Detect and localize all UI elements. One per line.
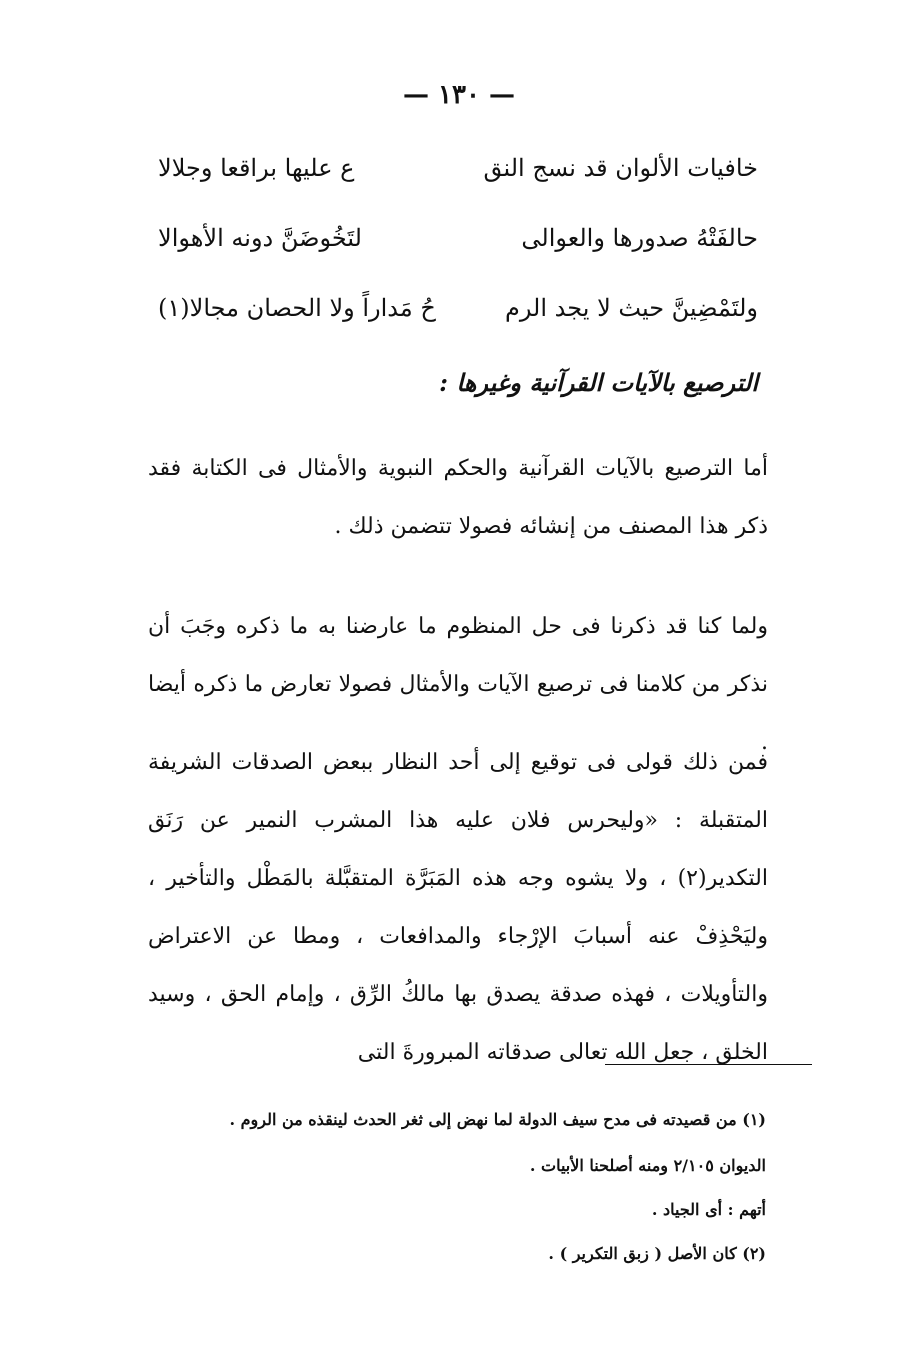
paragraph-2: ولما كنا قد ذكرنا فى حل المنظوم ما عارضنا به ما ذكره وجَبَ أن نذكر من كلامنا فى ترصيع الآيات والأمثال فصولا تعارض ما ذكره أيضا . [148,614,768,755]
footnote-1-gloss: أتهم : أى الجياد . [651,1200,766,1219]
verse-second-hemistich: حُ مَداراً ولا الحصان مجالا(١) [158,294,436,322]
verse-first-hemistich: حالفَتْهُ صدورها والعوالى [521,224,758,252]
footnote-separator [605,1064,812,1065]
paragraph-1: أما الترصيع بالآيات القرآنية والحكم النبوية والأمثال فى الكتابة فقد ذكر هذا المصنف من إنشائه فصولا تتضمن ذلك . [148,456,768,539]
footnote-1: (١) من قصيدته فى مدح سيف الدولة لما نهض إلى ثغر الحدث لينقذه من الروم . [229,1110,766,1129]
verse-first-hemistich: خافيات الألوان قد نسج النق [483,154,758,182]
footnote-1-source: الديوان ٢/١٠٥ ومنه أصلحنا الأبيات . [529,1156,766,1175]
verse-first-hemistich: ولتَمْضِينَّ حيث لا يجد الرم [504,294,758,322]
verse-second-hemistich: لتَخُوضَنَّ دونه الأهوالا [158,224,362,252]
paragraph-3: فمن ذلك قولى فى توقيع إلى أحد النظار ببعض الصدقات الشريفة المتقبلة : «وليحرس فلان عليه هذا المشرب النمير عن رَنَق التكدير(٢) ، ولا يشوه وجه هذه المَبَرَّة المتقبَّلة بالمَطْل والتأخير ، وليَحْذِفْ عنه أسبابَ الإرْجاء والمدافعات ، ومطا عن الاعتراض والتأويلات ، فهذه صدقة يصدق بها مالكُ الرِّق ، وإمام الحق ، وسيد الخلق ، جعل الله تعالى صدقاته المبرورةَ التى [148,750,768,1065]
section-heading: الترصيع بالآيات القرآنية وغيرها : [439,368,758,397]
page-number: — ١٣٠ — [402,80,516,110]
footnote-2: (٢) كان الأصل ( زبق التكرير ) . [548,1244,766,1263]
verse-second-hemistich: ع عليها براقعا وجلالا [158,154,355,182]
